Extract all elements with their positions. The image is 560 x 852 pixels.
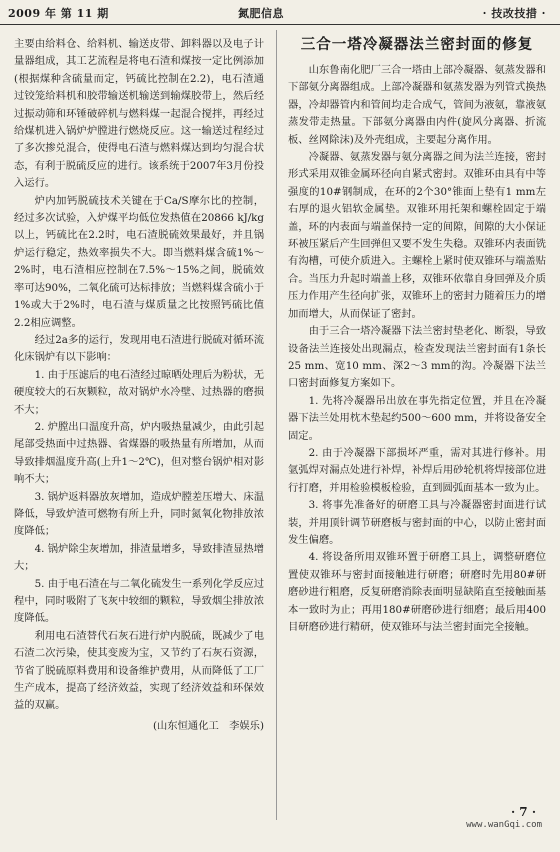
- paragraph: 经过2a多的运行，发现用电石渣进行脱硫对循环流化床锅炉有以下影响：: [14, 333, 264, 364]
- paragraph: 1. 由于压滤后的电石渣经过晾晒处理后为粉状，无硬度较大的石灰颗粒，故对锅炉水冷壁、过热器的磨损不大；: [14, 368, 264, 416]
- issue-label: 2009 年 第 11 期: [8, 7, 109, 20]
- paragraph: 5. 由于电石渣在与二氧化硫发生一系列化学反应过程中，同时吸附了飞灰中较细的颗粒，导致烟尘排放浓度降低。: [14, 577, 264, 625]
- right-column: [288, 62, 546, 852]
- paragraph: 主要由给料仓、给料机、输送皮带、卸料器以及电子计量器组成，其工艺流程是将电石渣和煤按一定比例添加(根据煤种含硫量而定，钙硫比控制在2.2)，电石渣通过铰笼给料机和胶带输送机输送到输煤胶带上，然后经过振动筛和环锤破碎机与燃料煤一起混合搅拌，再经过给煤机进入锅炉炉膛进行燃烧反应。这一输送过程经过了多次掺兑混合，使得电石渣与燃料煤达到均匀混合状态，有利于脱硫反应的进行。该系统于2007年3月份投入运行。: [14, 38, 264, 190]
- paragraph: 冷凝器、氨蒸发器与氨分离器之间为法兰连接，密封形式采用双锥金属环径向自紧式密封。双锥环由具有中等强度的10#钢制成，在环的2个30°锥面上垫有1 mm左右厚的退火铝软金属垫。双锥环用托架和螺栓固定于端盖，环的内表面与端盖保持一定的间隙，间隙的大小保证环被压紧后产生回弹但又要不发生失稳。双锥环内表面铣有沟槽，可使介质进入。主螺栓上紧时使双锥环与端盖贴合。当压力升起时端盖上移，双锥环依靠自身回弹及介质压力作用产生径向扩张，双锥环上的密封力随着压力的增加而增大，从而保证了密封。: [288, 151, 546, 320]
- watermark-text: www.wanGqi.com: [466, 820, 542, 830]
- page-number: · 7 ·: [510, 805, 536, 819]
- article-title: 三合一塔冷凝器法兰密封面的修复: [300, 36, 534, 53]
- paragraph: 1. 先将冷凝器吊出放在事先指定位置，并且在冷凝器下法兰处用枕木垫起约500～600 mm，并将设备安全固定。: [288, 394, 546, 442]
- author-byline: (山东恒通化工 李娱乐): [152, 719, 264, 732]
- paragraph: 2. 炉膛出口温度升高，炉内吸热量减少，由此引起尾部受热面中过热器、省煤器的吸热量有所增加，从而导致排烟温度升高(上升1～2℃)，但对整台锅炉相对影响不大；: [14, 420, 264, 486]
- paragraph: 2. 由于冷凝器下部损坏严重，需对其进行修补。用氩弧焊对漏点处进行补焊，补焊后用砂轮机将焊接部位进行打磨，并用检验模板检验，直到圆弧面基本一致为止。: [288, 446, 546, 494]
- journal-name: 氮肥信息: [238, 7, 284, 20]
- paragraph: 利用电石渣替代石灰石进行炉内脱硫，既减少了电石渣二次污染，使其变废为宝，又节约了石灰石资源，节省了脱硫原料费用和设备维护费用，从而降低了工厂生产成本，提高了经济效益，实现了经济效益和环保效益的双赢。: [14, 629, 264, 712]
- page-header: [0, 0, 560, 25]
- article-title-box: [288, 30, 546, 56]
- paragraph: 4. 锅炉除尘灰增加，排渣量增多，导致排渣显热增大；: [14, 542, 264, 573]
- paragraph: 3. 将事先准备好的研磨工具与冷凝器密封面进行试装，并用顶针调节研磨板与密封面的中心，以防止密封面发生偏磨。: [288, 499, 546, 546]
- paragraph: 山东鲁南化肥厂三合一塔由上部冷凝器、氨蒸发器和下部氨分离器组成。上部冷凝器和氨蒸发器为列管式换热器，冷却器管内和管间均走合成气，管间为液氨，靠液氨蒸发带走热量。下部氨分离器由内件(旋风分离器、折流板、丝网除沫)及外壳组成，主要起分离作用。: [288, 64, 546, 146]
- paragraph: 由于三合一塔冷凝器下法兰密封垫老化、断裂，导致设备法兰连接处出现漏点，检查发现法兰密封面有1条长25 mm、宽10 mm、深2～3 mm的沟。冷凝器下法兰口密封面修复方案如下。: [288, 325, 546, 390]
- paragraph: 3. 锅炉返料器放灰增加，造成炉膛差压增大、床温降低，导致炉渣可燃物有所上升，同时氮氧化物排放浓度降低；: [14, 490, 264, 538]
- column-name: · 技改技措 ·: [482, 7, 546, 20]
- paragraph: 4. 将设备所用双锥环置于研磨工具上，调整研磨位置使双锥环与密封面接触进行研磨；研磨时先用80#研磨砂进行粗磨，反复研磨消除表面明显缺陷直至接触面基本一致时为止；再用180#研磨砂进行细磨；最后用400目研磨砂进行精研，使双锥环与法兰密封面完全接触。: [288, 551, 546, 633]
- column-divider: [276, 30, 277, 820]
- paragraph: 炉内加钙脱硫技术关键在于Ca/S摩尔比的控制，经过多次试验，入炉煤平均低位发热值在20866 kJ/kg以上，钙硫比在2.2时，电石渣脱硫效果最好，并且锅炉运行稳定，热效率损失不大。即当燃料煤含硫1%～2%时，电石渣相应控制在7.5%～15%之间，脱硫效率可达90%，二氧化硫可达标排放；当燃料煤含硫小于1%或大于2%时，电石渣与煤质量之比按照钙硫比值2.2相应调整。: [14, 194, 264, 329]
- left-column: [14, 36, 264, 766]
